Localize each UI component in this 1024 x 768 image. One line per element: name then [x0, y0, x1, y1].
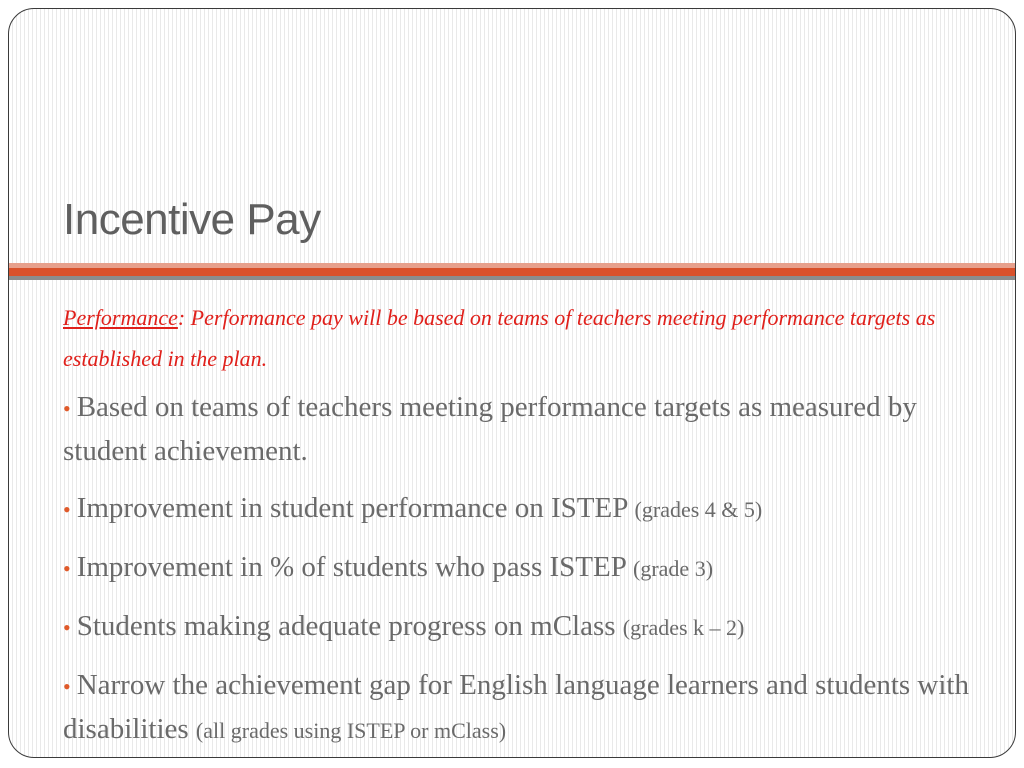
accent-stripe-middle: [9, 268, 1016, 276]
bullet-list: [63, 386, 993, 752]
bullet-item: [63, 605, 993, 649]
bullet-icon: •: [63, 497, 71, 522]
bullet-note: (grades 4 & 5): [634, 497, 763, 522]
slide-title: Incentive Pay: [63, 195, 321, 244]
bullet-icon: •: [63, 556, 71, 581]
bullet-note: (all grades using ISTEP or mClass): [195, 718, 507, 743]
bullet-item: [63, 487, 993, 531]
slide-body: [63, 297, 993, 758]
slide-frame: [8, 8, 1016, 758]
bullet-text: Students making adequate progress on mClass: [76, 610, 616, 642]
bullet-note: (grade 3): [633, 556, 714, 581]
accent-stripe-bottom: [9, 276, 1016, 280]
bullet-icon: •: [63, 615, 71, 640]
bullet-item: [63, 386, 993, 472]
performance-label: Performance: [63, 305, 178, 330]
bullet-text: Based on teams of teachers meeting performance targets as measured by student achievement.: [63, 391, 917, 467]
performance-intro: [63, 297, 993, 379]
bullet-text: Improvement in student performance on ISTEP: [76, 492, 628, 524]
bullet-icon: •: [63, 396, 71, 421]
bullet-item: [63, 546, 993, 590]
performance-description: : Performance pay will be based on teams of teachers meeting performance targets as established in the plan.: [63, 305, 936, 371]
bullet-icon: •: [63, 674, 71, 699]
bullet-note: (grades k – 2): [622, 615, 745, 640]
bullet-text: Narrow the achievement gap for English language learners and students with disabilities: [63, 669, 969, 745]
bullet-item: [63, 664, 993, 752]
bullet-text: Improvement in % of students who pass ISTEP: [76, 551, 626, 583]
